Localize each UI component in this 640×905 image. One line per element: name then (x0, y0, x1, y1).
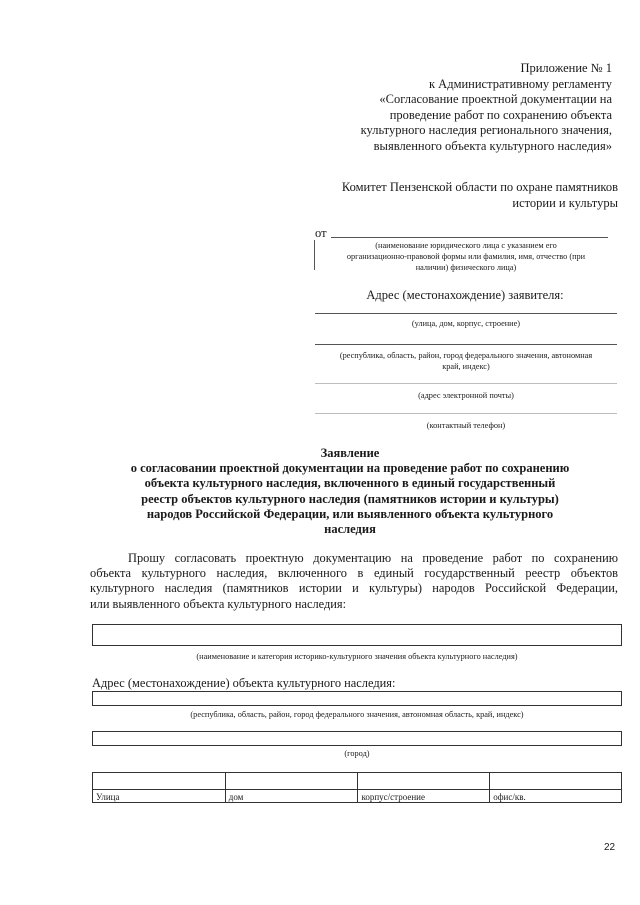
object-region-field[interactable] (92, 691, 622, 706)
committee-line-1: Комитет Пензенской области по охране памятников (341, 180, 618, 194)
region-hint (315, 350, 617, 372)
statement-title-line-5: народов Российской Федерации, или выявленного объекта культурного (146, 506, 554, 521)
object-region-hint: (республика, область, район, город федерального значения, автономная область, край, индекс) (190, 710, 524, 719)
email-line (315, 383, 617, 384)
office-label: офис/кв. (490, 790, 622, 803)
statement-title-line-3: объекта культурного наследия, включенного в единый государственный (144, 476, 556, 491)
committee-line-2: истории и культуры (512, 195, 618, 210)
from-hint-line-1: (наименование юридического лица с указанием его (375, 241, 557, 250)
appendix-line-5: культурного наследия регионального значения, (360, 123, 612, 137)
object-name-hint: (наименование и категория историко-культурного значения объекта культурного наследия) (196, 652, 518, 661)
object-city-field[interactable] (92, 731, 622, 746)
statement-title (90, 446, 610, 537)
statement-title-line-2: о согласовании проектной документации на проведение работ по сохранению (130, 461, 570, 476)
statement-title-line-1: Заявление (320, 446, 380, 460)
body-line-4: или выявленного объекта культурного наследия: (90, 596, 347, 611)
statement-body (90, 551, 618, 612)
statement-title-line-6: наследия (324, 522, 376, 537)
from-hint-line-3: наличии) физического лица) (415, 263, 517, 272)
house-label: дом (225, 790, 358, 803)
object-city-hint: (город) (344, 749, 370, 758)
appendix-line-1: Приложение № 1 (520, 61, 612, 75)
appendix-line-2: к Административному регламенту (428, 76, 612, 91)
phone-line (315, 413, 617, 414)
from-hint (318, 240, 614, 273)
street-label: Улица (93, 790, 226, 803)
from-hint-line-2: организационно-правовой формы или фамилия, имя, отчество (при (346, 252, 586, 261)
appendix-line-4: проведение работ по сохранению объекта (389, 107, 612, 122)
appendix-line-3: «Согласование проектной документации на (379, 92, 612, 106)
street-line (315, 313, 617, 314)
committee-block (258, 180, 618, 211)
phone-hint: (контактный телефон) (426, 421, 506, 430)
statement-title-line-4: реестр объектов культурного наследия (памятников истории и культуры) (141, 491, 559, 506)
from-line (331, 237, 608, 238)
object-name-field[interactable] (92, 624, 622, 646)
email-hint: (адрес электронной почты) (418, 391, 514, 400)
page-number: 22 (604, 842, 616, 853)
appendix-line-6: выявленного объекта культурного наследия» (373, 138, 612, 153)
body-line-3: культурного наследия (памятников истории и культуры) народов Российской Федерации, (90, 581, 618, 596)
building-input-cell[interactable] (358, 773, 490, 790)
street-hint: (улица, дом, корпус, строение) (411, 319, 521, 328)
grid-label-row (93, 790, 622, 803)
from-label: от (315, 226, 327, 240)
object-address-grid (92, 772, 622, 803)
from-left-bar (314, 240, 315, 270)
office-input-cell[interactable] (490, 773, 622, 790)
house-input-cell[interactable] (225, 773, 358, 790)
building-label: корпус/строение (358, 790, 490, 803)
appendix-block (252, 61, 612, 154)
object-address-heading: Адрес (местонахождение) объекта культурного наследия: (92, 676, 396, 690)
grid-input-row (93, 773, 622, 790)
body-line-1: Прошу согласовать проектную документацию на проведение работ по сохранению (128, 551, 618, 565)
street-input-cell[interactable] (93, 773, 226, 790)
region-line (315, 344, 617, 345)
region-hint-line-2: край, индекс) (442, 362, 490, 371)
applicant-address-heading: Адрес (местонахождение) заявителя: (366, 288, 564, 302)
region-hint-line-1: (республика, область, район, город федерального значения, автономная (339, 351, 593, 360)
body-line-2: объекта культурного наследия, включенного в единый государственный реестр объектов (90, 566, 618, 581)
